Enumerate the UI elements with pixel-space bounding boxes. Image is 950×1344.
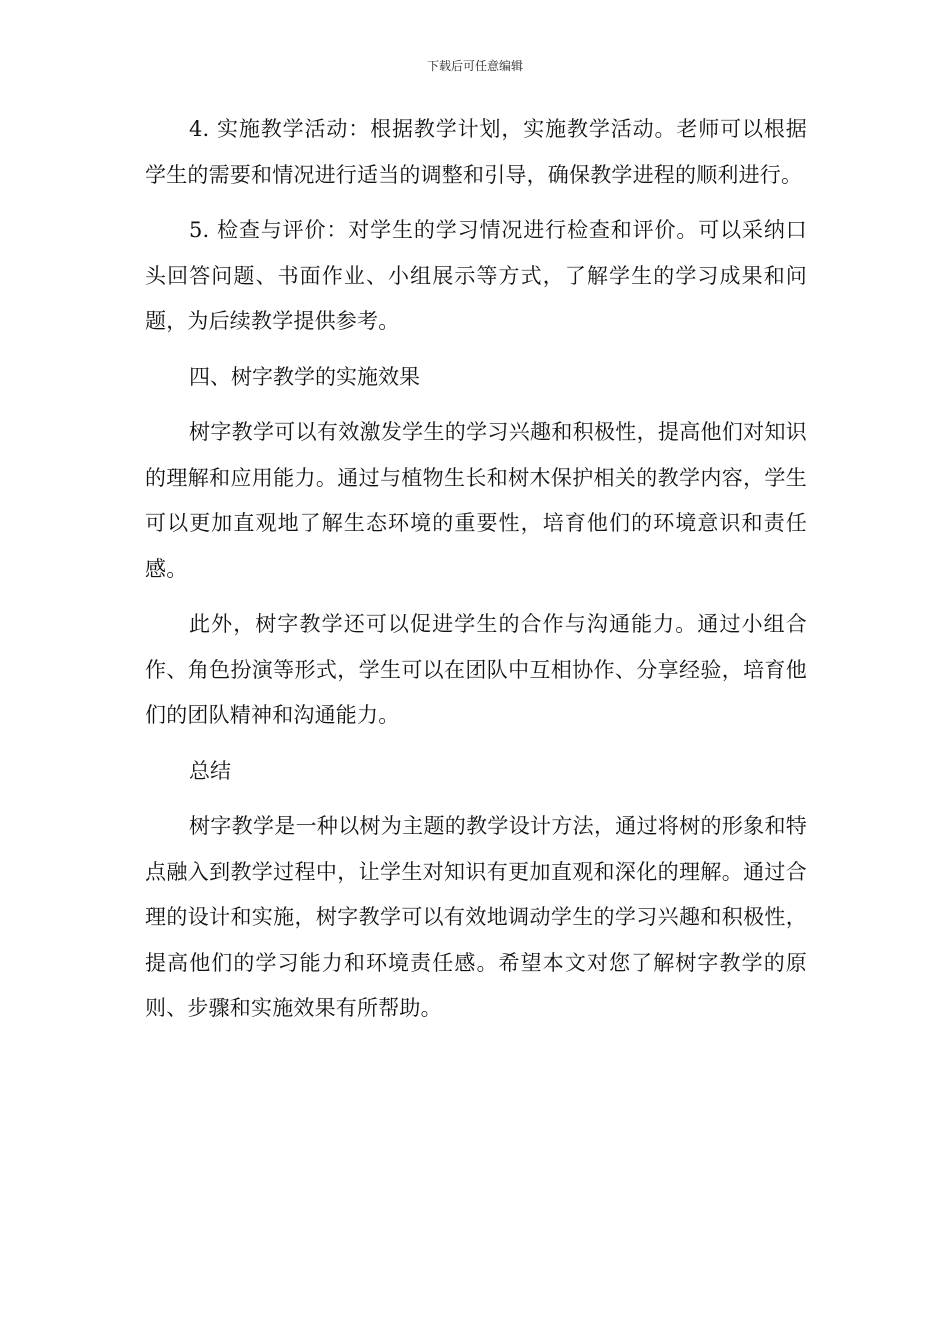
page-header: 下载后可任意编辑 <box>426 59 523 73</box>
document-body <box>145 107 807 1042</box>
paragraph-step-4: 4. 实施教学活动：根据教学计划，实施教学活动。老师可以根据学生的需要和情况进行适当的调整和引导，确保教学进程的顺利进行。 <box>145 117 807 187</box>
paragraph-cooperation: 此外，树字教学还可以促进学生的合作与沟通能力。通过小组合作、角色扮演等形式，学生可以在团队中互相协作、分享经验，培育他们的团队精神和沟通能力。 <box>145 612 807 727</box>
paragraph-step-5: 5. 检查与评价：对学生的学习情况进行检查和评价。可以采纳口头回答问题、书面作业、小组展示等方式，了解学生的学习成果和问题，为后续教学提供参考。 <box>145 218 807 333</box>
section-heading-summary: 总结 <box>189 758 231 783</box>
paragraph-summary: 树字教学是一种以树为主题的教学设计方法，通过将树的形象和特点融入到教学过程中，让学生对知识有更加直观和深化的理解。通过合理的设计和实施，树字教学可以有效地调动学生的学习兴趣和积极性，提高他们的学习能力和环境责任感。希望本文对您了解树字教学的原则、步骤和实施效果有所帮助。 <box>145 814 807 1020</box>
paragraph-effects: 树字教学可以有效激发学生的学习兴趣和积极性，提高他们对知识的理解和应用能力。通过与植物生长和树木保护相关的教学内容，学生可以更加直观地了解生态环境的重要性，培育他们的环境意识和责任感。 <box>145 420 807 581</box>
section-heading-effects: 四、树字教学的实施效果 <box>189 364 420 389</box>
